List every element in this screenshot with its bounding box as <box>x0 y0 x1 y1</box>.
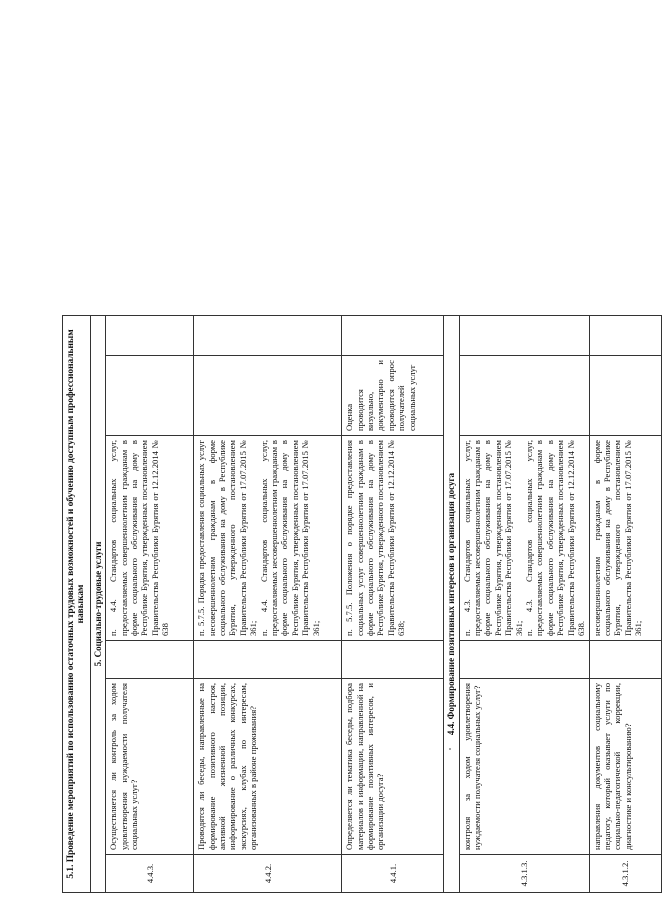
row-number: 4.4.1. <box>342 855 444 893</box>
table-row <box>194 316 342 893</box>
standard-paragraph: п. 4.4. Стандартов социальных услуг, предоставляемых несовершеннолетним гражданам в форме социального обслуживания на дому в Республике Бурятия, утвержденных постановлением Правительства Республики Бурятия от 17.07.2015 № 361; <box>258 440 321 636</box>
section-4-4-header: 4.4. Формирование позитивных интересов и организация досуга <box>444 316 459 893</box>
row-standard <box>459 436 589 641</box>
row-empty-cell <box>342 316 444 356</box>
table-row <box>106 316 194 893</box>
standard-paragraph: п. 4.3. Стандартов социальных услуг, предоставляемых совершеннолетним гражданам в форме социального обслуживания на дому в Республике Бурятия, утвержденных постановлением Правительства Республики Бурятия от 12.12.2014 № 638. <box>524 440 587 636</box>
row-empty-cell <box>194 316 342 356</box>
row-empty-cell <box>194 641 342 679</box>
row-question: Проводятся ли беседы, направленные на формирование позитивного настроя, активной жизненной позиции, информирование о различных конкурсах, экскурсиях, клубах по интересам, организованных в районе проживания? <box>194 679 342 855</box>
table-row <box>342 316 444 893</box>
row-question: Осуществляется ли контроль за ходом удовлетворения нуждаемости получателя социальных услуг? <box>106 679 194 855</box>
row-number: 4.4.3. <box>106 855 194 893</box>
row-number: 4.3.1.3. <box>459 855 589 893</box>
row-empty-cell <box>106 316 194 356</box>
row-method: Оценка проводится визуально, документарно и проводится опрос получателей социальных услуг <box>342 356 444 436</box>
row-empty-cell <box>459 641 589 679</box>
inspection-table <box>62 315 662 893</box>
row-empty-cell <box>589 316 661 356</box>
standard-paragraph: п. 4.3. Стандартов социальных услуг, предоставляемых несовершеннолетним гражданам в форме социального обслуживания на дому в Республике Бурятия, утвержденных постановлением Правительства Республики Бурятия от 17.07.2015 № 361; <box>461 440 524 636</box>
row-empty-cell <box>459 316 589 356</box>
scan-speck <box>449 748 451 750</box>
row-method <box>194 356 342 436</box>
standard-paragraph: п. 5.7.5. Положения о порядке предоставления социальных услуг совершеннолетним гражданам в форме социального обслуживания на дому в Республике Бурятия, утвержденного постановлением Правительства Республики Бурятия от 12.12.2014 № 638; <box>344 440 407 636</box>
row-method <box>589 356 661 436</box>
row-empty-cell <box>589 641 661 679</box>
row-standard <box>342 436 444 641</box>
row-standard <box>194 436 342 641</box>
standard-paragraph: п. 4.4. Стандартов социальных услуг, предоставляемых совершеннолетним гражданам в форме социального обслуживания на дому в Республике Бурятия, утвержденных постановлением Правительства Республики Бурятия от 12.12.2014 № 638 <box>108 440 171 636</box>
row-standard <box>589 436 661 641</box>
section-5-1-header: 5.1. Проведение мероприятий по использованию остаточных трудовых возможностей и обучению доступным профессиональным навыкам <box>63 316 91 893</box>
row-question: Определяется ли тематика беседы, подбора материалов и информации, направленной на формирование позитивных интересов, и организации досуга? <box>342 679 444 855</box>
row-method <box>459 356 589 436</box>
row-empty-cell <box>106 641 194 679</box>
table-row <box>459 316 589 893</box>
row-number: 4.4.2. <box>194 855 342 893</box>
row-method <box>106 356 194 436</box>
row-question: направления документов социальному педагогу, который оказывает услуги по социально-педагогической коррекции, диагностике и консультированию? <box>589 679 661 855</box>
section-5-header: 5. Социально-трудовые услуги <box>90 316 105 893</box>
row-standard <box>106 436 194 641</box>
row-number: 4.3.1.2. <box>589 855 661 893</box>
standard-paragraph: несовершеннолетним гражданам в форме социального обслуживания на дому в Республике Бурятия, утвержденного постановлением Правительства Республики Бурятия от 17.07.2015 № 361; <box>591 440 644 636</box>
row-question: контроля за ходом удовлетворения нуждаемости получателя социальных услуг? <box>459 679 589 855</box>
standard-paragraph: п. 5.7.5. Порядка предоставления социальных услуг несовершеннолетним гражданам в форме социального обслуживания на дому в Республике Бурятия, утвержденного постановлением Правительства Республики Бурятия от 17.07.2015 № 361; <box>196 440 259 636</box>
row-empty-cell <box>342 641 444 679</box>
table-row <box>589 316 661 893</box>
